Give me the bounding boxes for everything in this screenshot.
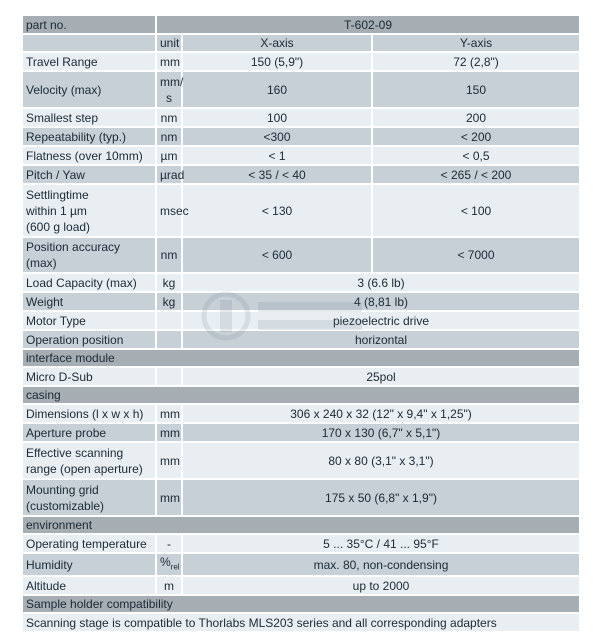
value-cell: 80 x 80 (3,1" x 3,1") [181,443,579,478]
param-label: Aperture probe [23,424,155,441]
table-row [23,480,579,515]
column-header-x: X-axis [181,35,371,51]
unit-cell [155,312,181,329]
param-label: Operation position [23,331,155,348]
unit-text: % [160,555,171,569]
x-axis-value: <300 [181,128,371,145]
value-cell: 175 x 50 (6,8" x 1,9") [181,480,579,515]
value-cell: 3 (6.6 lb) [181,274,579,291]
spec-table [23,14,579,633]
value-cell: 25pol [181,368,579,385]
column-header-y: Y-axis [371,35,579,51]
unit-cell [155,368,181,385]
x-axis-value: 150 (5,9") [181,53,371,70]
value-cell: max. 80, non-condensing [181,554,579,575]
compatibility-text: Scanning stage is compatible to Thorlabs MLS203 series and all corresponding adapters [23,614,579,631]
table-row [23,424,579,441]
value-cell: up to 2000 [181,577,579,594]
unit-cell: nm [155,128,181,145]
section-title: casing [23,387,579,403]
header-row [23,16,579,33]
table-row [23,166,579,183]
unit-cell: - [155,535,181,552]
x-axis-value: < 600 [181,238,371,272]
param-label: Settlingtime within 1 µm (600 g load) [23,185,155,236]
section-header-compatibility [23,596,579,612]
param-label: Flatness (over 10mm) [23,147,155,164]
column-header-unit: unit [155,35,181,51]
table-row [23,109,579,126]
unit-subscript: rel [170,562,180,572]
value-cell: 5 ... 35°C / 41 ... 95°F [181,535,579,552]
unit-cell: msec [155,185,181,236]
unit-cell: mm [155,480,181,515]
table-row [23,312,579,329]
value-cell: 4 (8,81 lb) [181,293,579,310]
param-label: Velocity (max) [23,72,155,107]
param-label: Smallest step [23,109,155,126]
x-axis-value: < 130 [181,185,371,236]
table-row [23,274,579,291]
table-row [23,147,579,164]
param-label: Operating temperature [23,535,155,552]
part-no-label: part no. [23,16,155,33]
y-axis-value: < 7000 [371,238,579,272]
value-cell: horizontal [181,331,579,348]
unit-cell [155,554,181,575]
table-row [23,331,579,348]
unit-cell: mm [155,405,181,422]
unit-cell: nm [155,238,181,272]
section-title: interface module [23,350,579,366]
table-row [23,53,579,70]
table-row [23,72,579,107]
table-row [23,185,579,236]
value-cell: piezoelectric drive [181,312,579,329]
unit-cell: mm [155,53,181,70]
unit-cell: m [155,577,181,594]
unit-cell: mm [155,443,181,478]
param-label: Effective scanning range (open aperture) [23,443,155,478]
unit-cell: µm [155,147,181,164]
x-axis-value: < 1 [181,147,371,164]
section-header-environment [23,517,579,533]
unit-cell: kg [155,274,181,291]
param-label: Mounting grid (customizable) [23,480,155,515]
x-axis-value: 100 [181,109,371,126]
table-row [23,443,579,478]
y-axis-value: 200 [371,109,579,126]
part-no-value: T-602-09 [155,16,579,33]
y-axis-value: < 100 [371,185,579,236]
y-axis-value: < 265 / < 200 [371,166,579,183]
section-header-casing [23,387,579,403]
param-label: Humidity [23,554,155,575]
column-header-param [23,35,155,51]
unit-cell: mm [155,424,181,441]
param-label: Load Capacity (max) [23,274,155,291]
section-title: environment [23,517,579,533]
unit-cell [155,331,181,348]
section-title: Sample holder compatibility [23,596,579,612]
unit-cell: µrad [155,166,181,183]
table-row [23,535,579,552]
param-label: Dimensions (l x w x h) [23,405,155,422]
unit-cell: mm/ s [155,72,181,107]
compatibility-row [23,614,579,631]
param-label: Weight [23,293,155,310]
y-axis-value: 150 [371,72,579,107]
param-label: Altitude [23,577,155,594]
param-label: Repeatability (typ.) [23,128,155,145]
value-cell: 306 x 240 x 32 (12" x 9,4" x 1,25") [181,405,579,422]
table-row [23,238,579,272]
param-label: Micro D-Sub [23,368,155,385]
unit-cell: kg [155,293,181,310]
table-row [23,368,579,385]
column-header-row [23,35,579,51]
y-axis-value: < 200 [371,128,579,145]
unit-cell: nm [155,109,181,126]
table-row [23,577,579,594]
y-axis-value: < 0,5 [371,147,579,164]
table-row [23,293,579,310]
x-axis-value: 160 [181,72,371,107]
table-row [23,405,579,422]
value-cell: 170 x 130 (6,7" x 5,1") [181,424,579,441]
param-label: Position accuracy (max) [23,238,155,272]
section-header-interface [23,350,579,366]
y-axis-value: 72 (2,8") [371,53,579,70]
param-label: Pitch / Yaw [23,166,155,183]
table-row [23,128,579,145]
table-row [23,554,579,575]
param-label: Motor Type [23,312,155,329]
x-axis-value: < 35 / < 40 [181,166,371,183]
param-label: Travel Range [23,53,155,70]
